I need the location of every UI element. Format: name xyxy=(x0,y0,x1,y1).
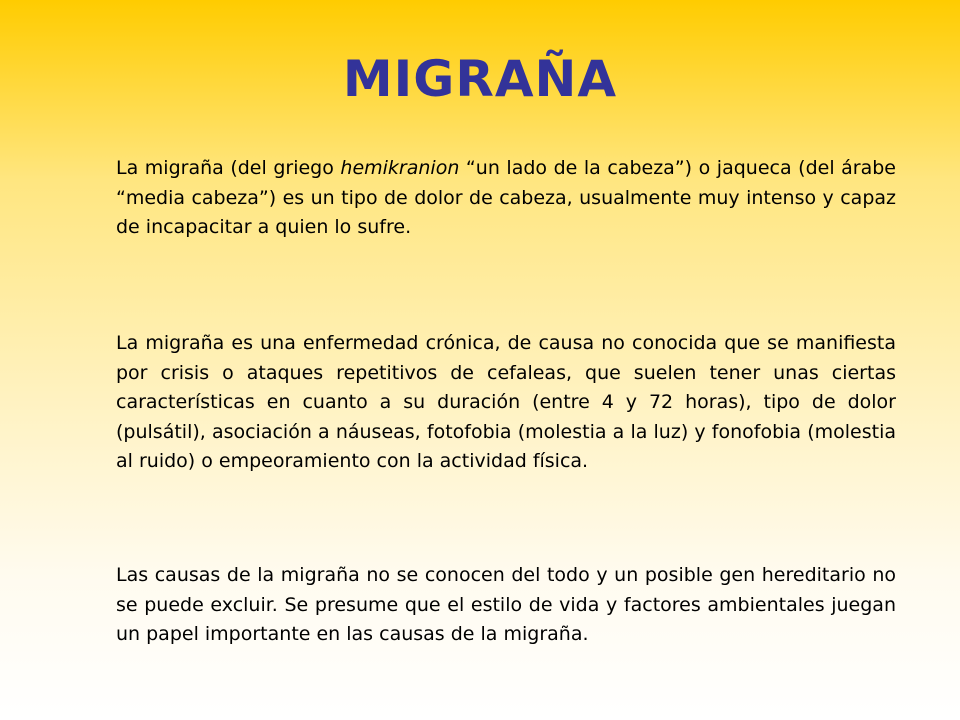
characteristics-paragraph: La migraña es una enfermedad crónica, de causa no conocida que se manifiesta por crisis o ataques repetitivos de cefaleas, que suelen tener unas ciertas características en cuanto a su duración (entre 4 y 72 horas), tipo de dolor (pulsátil), asociación a náuseas, fotofobia (molestia a la luz) y fonofobia (molestia al ruido) o empeoramiento con la actividad física. xyxy=(116,332,896,472)
slide-title: MIGRAÑA xyxy=(342,50,618,108)
paragraph-text-before: La migraña (del griego xyxy=(116,157,341,179)
definition-paragraph xyxy=(116,154,896,243)
paragraph-text-after: “un lado de la cabeza”) o jaqueca (del árabe “media cabeza”) es un tipo de dolor de cabeza, usualmente muy intenso y capaz de incapacitar a quien lo sufre. xyxy=(116,157,896,238)
causes-paragraph: Las causas de la migraña no se conocen del todo y un posible gen hereditario no se puede excluir. Se presume que el estilo de vida y factores ambientales juegan un papel importante en las causas de la migraña. xyxy=(116,564,896,645)
greek-term: hemikranion xyxy=(340,157,460,179)
